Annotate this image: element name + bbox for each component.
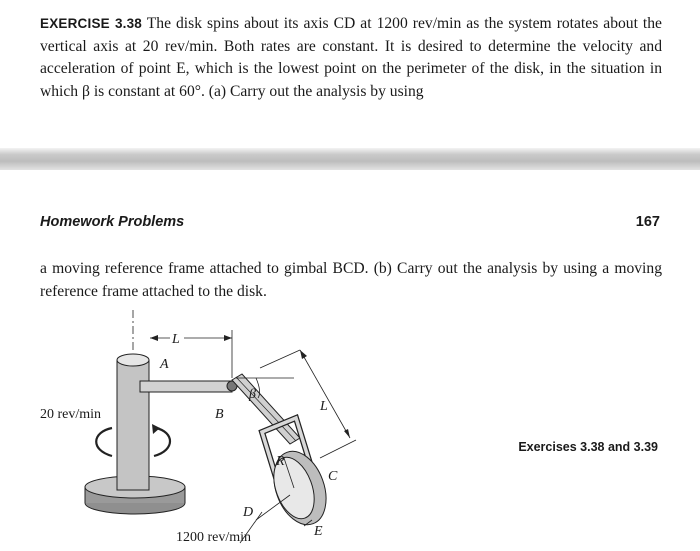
label-D: D xyxy=(243,505,254,520)
label-R: R xyxy=(276,454,285,469)
rotation-arrowhead xyxy=(152,424,160,434)
upper-page xyxy=(0,0,700,148)
horizontal-arm xyxy=(140,381,232,392)
label-A: A xyxy=(160,357,169,372)
label-rate-disk: 1200 rev/min xyxy=(176,530,252,545)
shaft-top xyxy=(117,354,149,366)
vertical-shaft xyxy=(117,360,149,490)
exercise-paragraph xyxy=(40,13,662,103)
label-B: B xyxy=(215,407,224,422)
page-separator xyxy=(0,148,700,170)
exercise-text: The disk spins about its axis CD at 1200 rev/min as the system rotates about the vertical axis at 20 rev/min. Both rates are constant. It is desired to determine the velocity and acceleration of point E, which is the lowest point on the perimeter of the disk, in the situation in which β is constant at 60°. (a) Carry out the analysis by using xyxy=(40,15,662,100)
page-number: 167 xyxy=(635,214,660,230)
exercise-label: EXERCISE 3.38 xyxy=(40,16,143,31)
running-head: Homework Problems xyxy=(40,214,185,230)
figure-caption: Exercises 3.38 and 3.39 xyxy=(518,440,658,454)
label-L-right: L xyxy=(320,399,328,414)
label-C: C xyxy=(328,469,338,484)
label-rate-vertical: 20 rev/min xyxy=(40,407,102,422)
label-beta: β xyxy=(249,387,256,402)
label-E: E xyxy=(314,524,323,539)
continuation-paragraph: a moving reference frame attached to gimbal BCD. (b) Carry out the analysis by using a moving reference frame attached to the disk. xyxy=(40,260,662,300)
label-L-top: L xyxy=(172,332,180,347)
mechanism-figure xyxy=(0,300,420,551)
